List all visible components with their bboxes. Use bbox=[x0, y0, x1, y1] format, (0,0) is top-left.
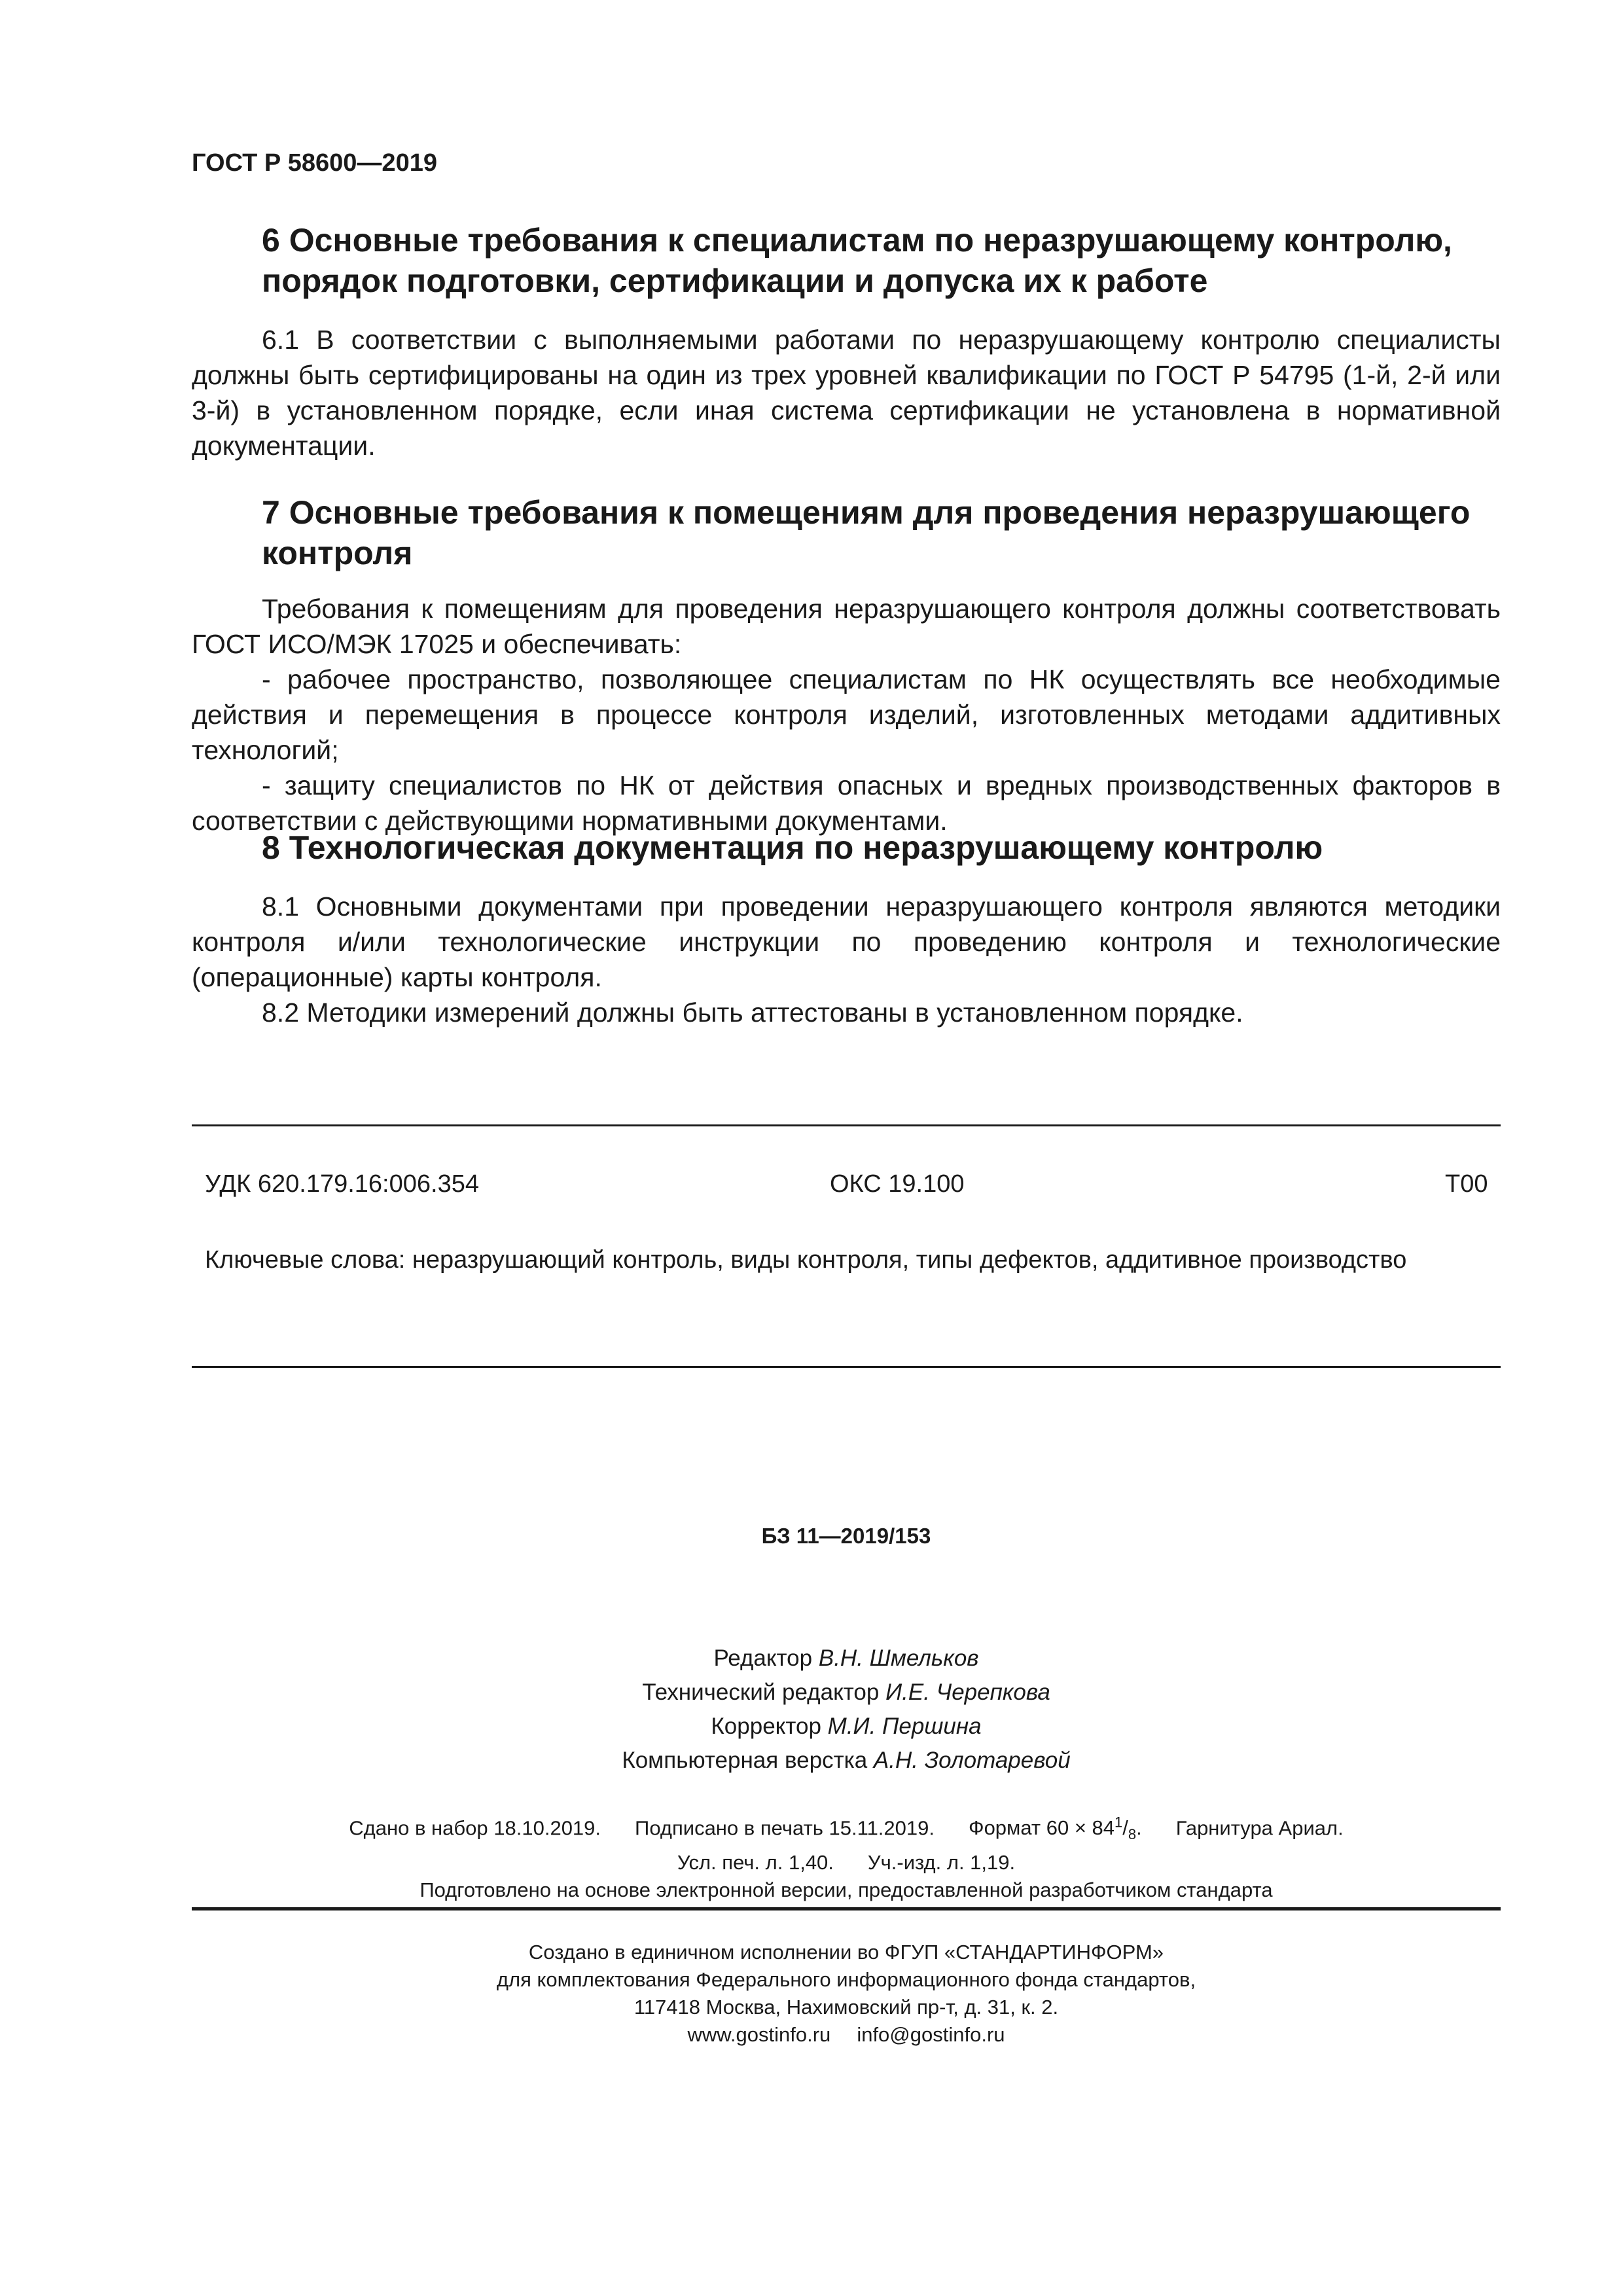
paragraph-8-1: 8.1 Основными документами при проведении неразрушающего контроля являются методики контроля и/или технологические инструкции по проведению контроля и технологические (операционные) карты контроля. bbox=[192, 891, 1501, 992]
editor-label: Редактор bbox=[713, 1645, 813, 1671]
paragraph-8-2: 8.2 Методики измерений должны быть аттестованы в установленном порядке. bbox=[262, 997, 1243, 1028]
footer-line-1: Создано в единичном исполнении во ФГУП «СТАНДАРТИНФОРМ» bbox=[528, 1941, 1164, 1964]
print-sheets: Усл. печ. л. 1,40. bbox=[677, 1850, 834, 1874]
imprint-line-1 bbox=[192, 1809, 1501, 1849]
section-7-heading-line1: 7 Основные требования к помещениям для проведения неразрушающего bbox=[262, 494, 1471, 531]
paragraph-6-1: 6.1 В соответствии с выполняемыми работами по неразрушающему контролю специалисты должны быть сертифицированы на один из трех уровней квалификации по ГОСТ Р 54795 (1-й, 2-й или 3-й) в установленном порядке, если иная система сертификации не установлена в нормативной документации. bbox=[192, 325, 1501, 461]
corrector-label: Корректор bbox=[711, 1713, 821, 1739]
layout-name: А.Н. Золотаревой bbox=[873, 1748, 1071, 1773]
keywords: Ключевые слова: неразрушающий контроль, виды контроля, типы дефектов, аддитивное производство bbox=[205, 1246, 1407, 1274]
section-6-heading-line2: порядок подготовки, сертификации и допуска их к работе bbox=[262, 262, 1208, 299]
typeset-date: Сдано в набор 18.10.2019. bbox=[349, 1816, 601, 1840]
corrector-name: М.И. Першина bbox=[827, 1713, 982, 1739]
credits-block bbox=[192, 1641, 1501, 1778]
section-6-heading bbox=[262, 220, 1505, 301]
pub-sheets: Уч.-изд. л. 1,19. bbox=[867, 1850, 1016, 1874]
oks-code: ОКС 19.100 bbox=[830, 1170, 965, 1198]
section-8-heading-line: 8 Технологическая документация по неразрушающему контролю bbox=[262, 829, 1323, 866]
footer-block bbox=[192, 1939, 1501, 2049]
section-8-heading bbox=[262, 827, 1505, 868]
footer-contacts bbox=[192, 2021, 1501, 2049]
typeface: Гарнитура Ариал. bbox=[1175, 1816, 1344, 1840]
section-6-heading-line1: 6 Основные требования к специалистам по неразрушающему контролю, bbox=[262, 222, 1452, 259]
section-7-body bbox=[192, 591, 1501, 838]
udk-code: УДК 620.179.16:006.354 bbox=[205, 1170, 479, 1198]
email-link[interactable]: info@gostinfo.ru bbox=[857, 2023, 1005, 2046]
imprint-block bbox=[192, 1809, 1501, 1904]
classification-code: Т00 bbox=[1445, 1170, 1488, 1198]
tech-editor-line bbox=[192, 1676, 1501, 1710]
footer-line-2: для комплектования Федерального информационного фонда стандартов, bbox=[496, 1968, 1196, 1991]
section-6-body bbox=[192, 322, 1501, 463]
editor-line bbox=[192, 1641, 1501, 1676]
footer-address: 117418 Москва, Нахимовский пр-т, д. 31, к. 2. bbox=[633, 1996, 1059, 2018]
paragraph-7-item-1: - рабочее пространство, позволяющее специалистам по НК осуществлять все необходимые действия и перемещения в процессе контроля изделий, изготовленных методами аддитивных технологий; bbox=[192, 664, 1501, 765]
signed-date: Подписано в печать 15.11.2019. bbox=[635, 1816, 935, 1840]
document-code: ГОСТ Р 58600—2019 bbox=[192, 149, 437, 177]
website-link[interactable]: www.gostinfo.ru bbox=[687, 2023, 831, 2046]
editor-name: В.Н. Шмельков bbox=[818, 1645, 979, 1671]
tech-editor-name: И.Е. Черепкова bbox=[885, 1679, 1050, 1705]
tech-editor-label: Технический редактор bbox=[642, 1679, 880, 1705]
paper-format: Формат $60 \times 84^1/_8$. bbox=[969, 1814, 1142, 1843]
layout-line bbox=[192, 1744, 1501, 1778]
bz-number: БЗ 11—2019/153 bbox=[761, 1524, 931, 1548]
footer-divider bbox=[192, 1907, 1501, 1910]
imprint-line-2 bbox=[192, 1849, 1501, 1876]
section-8-body bbox=[192, 889, 1501, 1030]
paragraph-7-intro: Требования к помещениям для проведения неразрушающего контроля должны соответствовать ГОСТ ИСО/МЭК 17025 и обеспечивать: bbox=[192, 594, 1501, 659]
section-7-heading-line2: контроля bbox=[262, 535, 413, 571]
paragraph-7-item-2: - защиту специалистов по НК от действия опасных и вредных производственных факторов в соответствии с действующими нормативными документами. bbox=[192, 770, 1501, 836]
corrector-line bbox=[192, 1710, 1501, 1744]
layout-label: Компьютерная верстка bbox=[622, 1748, 868, 1773]
section-7-heading bbox=[262, 492, 1505, 573]
top-divider bbox=[192, 1124, 1501, 1126]
bottom-divider bbox=[192, 1366, 1501, 1368]
prepared-note: Подготовлено на основе электронной версии, предоставленной разработчиком стандарта bbox=[419, 1878, 1273, 1901]
